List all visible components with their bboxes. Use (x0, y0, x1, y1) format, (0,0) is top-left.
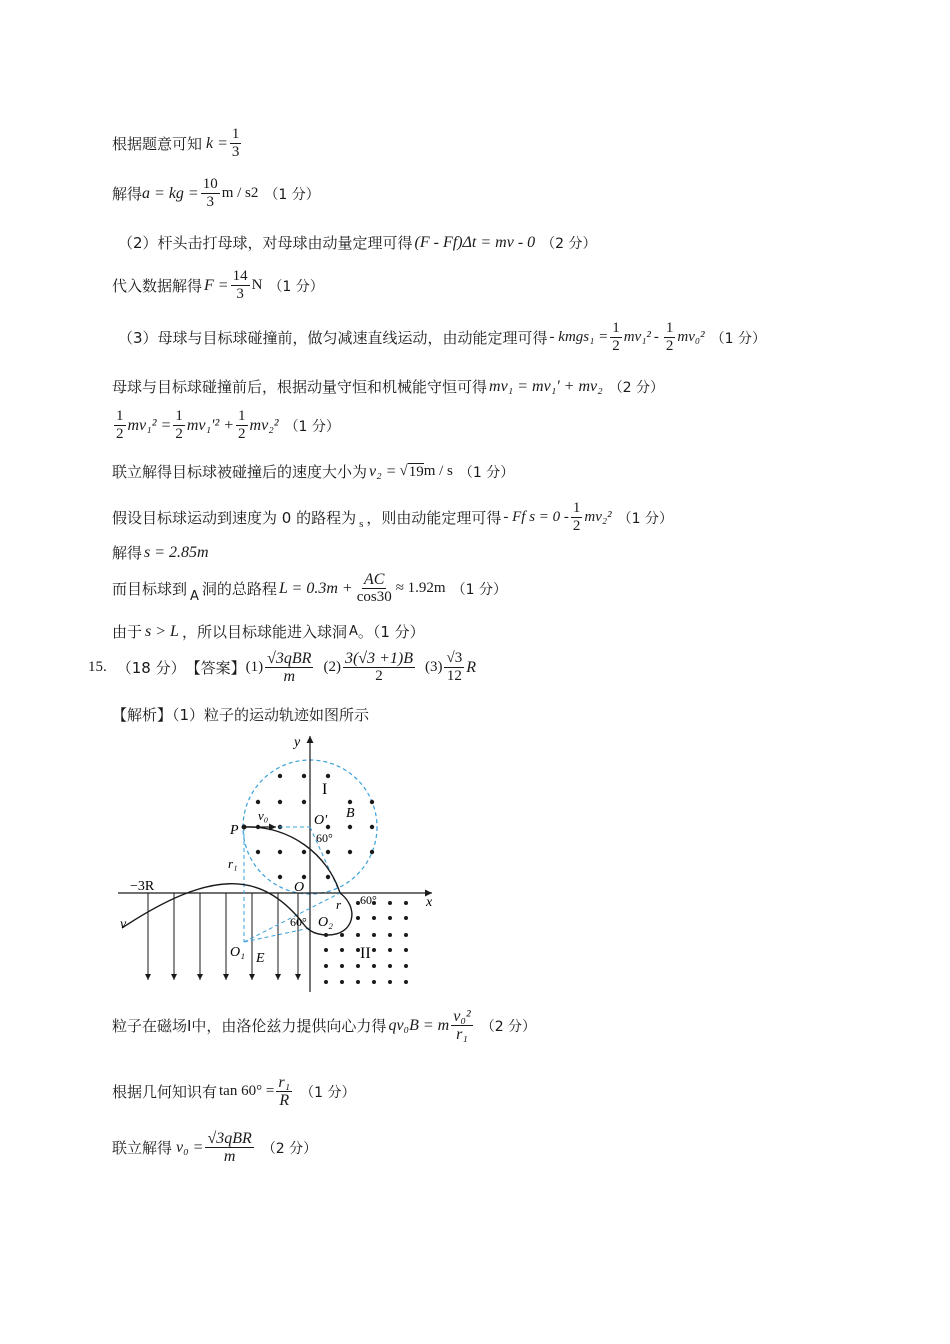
line-total-path (112, 571, 507, 606)
score: （2 分） (480, 1018, 537, 1035)
formula: F = (204, 276, 229, 294)
denominator: 2 (612, 338, 620, 354)
label-O-prime: O' (314, 813, 328, 828)
numerator: 14 (232, 268, 248, 284)
label-O: O (294, 880, 305, 895)
question-15-answer (88, 650, 476, 685)
text: 根据题意可知 (112, 135, 203, 153)
text: 联立解得 (112, 1139, 173, 1157)
unit: m / s (423, 463, 453, 479)
answer-3 (444, 650, 464, 685)
score: （2 分） (608, 379, 665, 396)
line-s-value (112, 542, 209, 563)
text: 粒子在磁场Ⅰ中，由洛伦兹力提供向心力得 (112, 1017, 387, 1035)
fraction (201, 176, 220, 211)
numerator: √3 (446, 650, 463, 666)
score: （2 分） (541, 235, 597, 252)
denominator: 2 (572, 518, 581, 534)
numerator: 1 (116, 408, 124, 424)
score: （2 分） (261, 1140, 318, 1157)
answer-3-tail: R (466, 658, 476, 676)
label-angle-top: 60° (316, 831, 333, 845)
text: ，则由动能定理可得 (366, 509, 502, 527)
fraction (355, 571, 394, 606)
text: （2）杆头击打母球，对母球由动量定理可得 (118, 234, 413, 252)
score: （1 分） (458, 464, 515, 481)
line-v0-result (112, 1130, 317, 1165)
denominator: 2 (375, 668, 383, 684)
numerator: 1 (665, 320, 674, 336)
score: （18 分） (116, 659, 186, 677)
result: ≈ 1.92m (395, 580, 446, 596)
label-x: x (426, 895, 433, 910)
denominator: 3 (231, 144, 240, 160)
denominator: 3 (206, 194, 214, 210)
text: 假设目标球运动到速度为 0 的路程为 (112, 509, 357, 527)
line-velocity-v2 (112, 461, 514, 482)
term: mv₂² (584, 509, 612, 525)
text: 联立解得目标球被碰撞后的速度大小为 (112, 463, 368, 481)
label-O2: O₂ (318, 915, 333, 930)
denominator: 2 (665, 338, 674, 354)
denominator: 2 (238, 426, 246, 442)
label-angle-low: 60° (290, 915, 307, 929)
fraction (664, 320, 676, 355)
denominator: m (283, 668, 296, 685)
numerator: 1 (612, 320, 620, 336)
score: （1 分） (284, 418, 340, 435)
formula: k = (206, 134, 228, 152)
answer-2 (343, 650, 415, 685)
formula: tan 60° = (219, 1083, 275, 1099)
text: 由于 (112, 623, 143, 641)
line-energy-conservation (112, 408, 340, 443)
fraction (173, 408, 185, 443)
denominator: R (279, 1092, 290, 1109)
text: 根据几何知识有 (112, 1083, 218, 1101)
term: mv₀² (677, 329, 705, 345)
score: （1 分） (300, 1084, 356, 1101)
fraction (276, 1074, 292, 1109)
trajectory-figure (110, 730, 440, 998)
formula: v₂ = (369, 462, 397, 480)
fraction (451, 1008, 472, 1043)
line-geometry (112, 1074, 355, 1109)
sqrt-sign: √ (399, 463, 408, 479)
fraction (571, 500, 583, 535)
numerator: √3qBR (207, 1130, 252, 1147)
label-E: E (256, 951, 265, 966)
hole-label: A (190, 589, 199, 604)
text: 而目标球到 (112, 580, 188, 598)
fraction (610, 320, 622, 355)
denominator: m (223, 1148, 236, 1165)
var-s: s (359, 517, 364, 530)
score: （1 分） (710, 330, 766, 347)
line-acceleration (112, 176, 320, 211)
analysis-heading (112, 704, 369, 725)
line-distance-assumption (112, 500, 673, 535)
fraction (230, 126, 242, 161)
text: 解得 (112, 185, 143, 203)
fraction (231, 268, 250, 303)
term: mv₁'² + (186, 416, 235, 434)
label-angle-right: 60° (360, 893, 377, 907)
formula-lhs: - kmgs₁ = (549, 329, 609, 345)
field-dots-region-2 (324, 901, 408, 984)
text: 解得 (112, 544, 143, 562)
part-3: (3) (424, 659, 443, 675)
formula: (F - Ff)Δt = mv - 0 (414, 233, 536, 251)
numerator: 1 (231, 126, 240, 142)
numerator: 3(√3 +1)B (344, 650, 413, 667)
label-neg3R: −3R (130, 879, 155, 894)
part-1: (1) (245, 659, 264, 675)
text: 代入数据解得 (112, 277, 203, 295)
numerator: 1 (572, 500, 581, 516)
unit-exp: 2 (250, 185, 259, 201)
score: （1 分） (268, 278, 324, 295)
fraction (236, 408, 248, 443)
label-r: r (336, 897, 342, 912)
formula: mv₁ = mv₁' + mv₂ (489, 377, 603, 395)
text: 【解析】（1）粒子的运动轨迹如图所示 (112, 706, 370, 724)
denominator: cos30 (356, 589, 392, 605)
formula: s = 2.85m (144, 543, 209, 561)
line-lorentz-force (112, 1008, 536, 1043)
text: （3）母球与目标球碰撞前，做匀减速直线运动，由动能定理可得 (118, 329, 548, 347)
label-v0: v₀ (258, 808, 269, 823)
formula: - Ff s = 0 - (503, 509, 569, 525)
part-2: (2) (323, 659, 341, 675)
denominator: r₁ (456, 1026, 468, 1043)
label-O1: O₁ (230, 945, 245, 960)
label-v: v (120, 917, 127, 932)
answer-1 (265, 650, 313, 685)
term: mv₁² (623, 329, 651, 345)
line-conclusion (112, 621, 425, 642)
numerator: 10 (202, 176, 218, 192)
numerator: v₀² (453, 1008, 471, 1025)
label-P: P (230, 823, 239, 838)
question-number: 15. (88, 659, 107, 675)
point-P (242, 825, 247, 830)
text: 母球与目标球碰撞前后，根据动量守恒和机械能守恒可得 (112, 378, 488, 396)
score: （1 分） (451, 581, 507, 598)
sqrt-value: 19 (408, 463, 424, 480)
label-region-1: I (322, 781, 328, 798)
answer-label: 【答案】 (185, 659, 246, 677)
hole-label: A (348, 624, 358, 639)
numerator: √3qBR (267, 650, 312, 667)
score: （1 分） (617, 510, 673, 527)
denominator: 2 (116, 426, 124, 442)
text: ，所以目标球能进入球洞 (181, 623, 347, 641)
unit: m / s (221, 185, 251, 201)
unit: N (251, 277, 263, 293)
line-momentum-conservation (112, 376, 664, 397)
denominator: 12 (446, 668, 462, 684)
label-y: y (294, 735, 301, 750)
formula: s > L (145, 622, 179, 640)
denominator: 3 (236, 286, 244, 302)
term: mv₁² = (127, 416, 172, 434)
fraction (205, 1130, 253, 1165)
line-k-value (112, 126, 243, 161)
line-kinetic-theorem (118, 320, 766, 355)
formula: a = kg = (142, 184, 199, 202)
numerator: r₁ (278, 1074, 291, 1091)
denominator: 2 (175, 426, 183, 442)
line-momentum-theorem (118, 232, 597, 253)
term: mv₂² (249, 416, 279, 434)
text: 洞的总路程 (201, 580, 277, 598)
label-r1: r₁ (228, 856, 238, 871)
score: （1 分） (264, 186, 320, 203)
line-force (112, 268, 324, 303)
numerator: 1 (175, 408, 183, 424)
label-B: B (346, 806, 355, 821)
minus: - (653, 329, 659, 345)
formula: qv₀B = m (388, 1016, 450, 1034)
formula: v₀ = (176, 1138, 204, 1156)
fraction (114, 408, 126, 443)
numerator: AC (363, 571, 385, 588)
numerator: 1 (238, 408, 246, 424)
text: 。（1 分） (357, 623, 425, 641)
electric-field-arrows (148, 893, 298, 980)
formula: L = 0.3m + (278, 579, 353, 597)
label-region-2: II (360, 945, 371, 962)
